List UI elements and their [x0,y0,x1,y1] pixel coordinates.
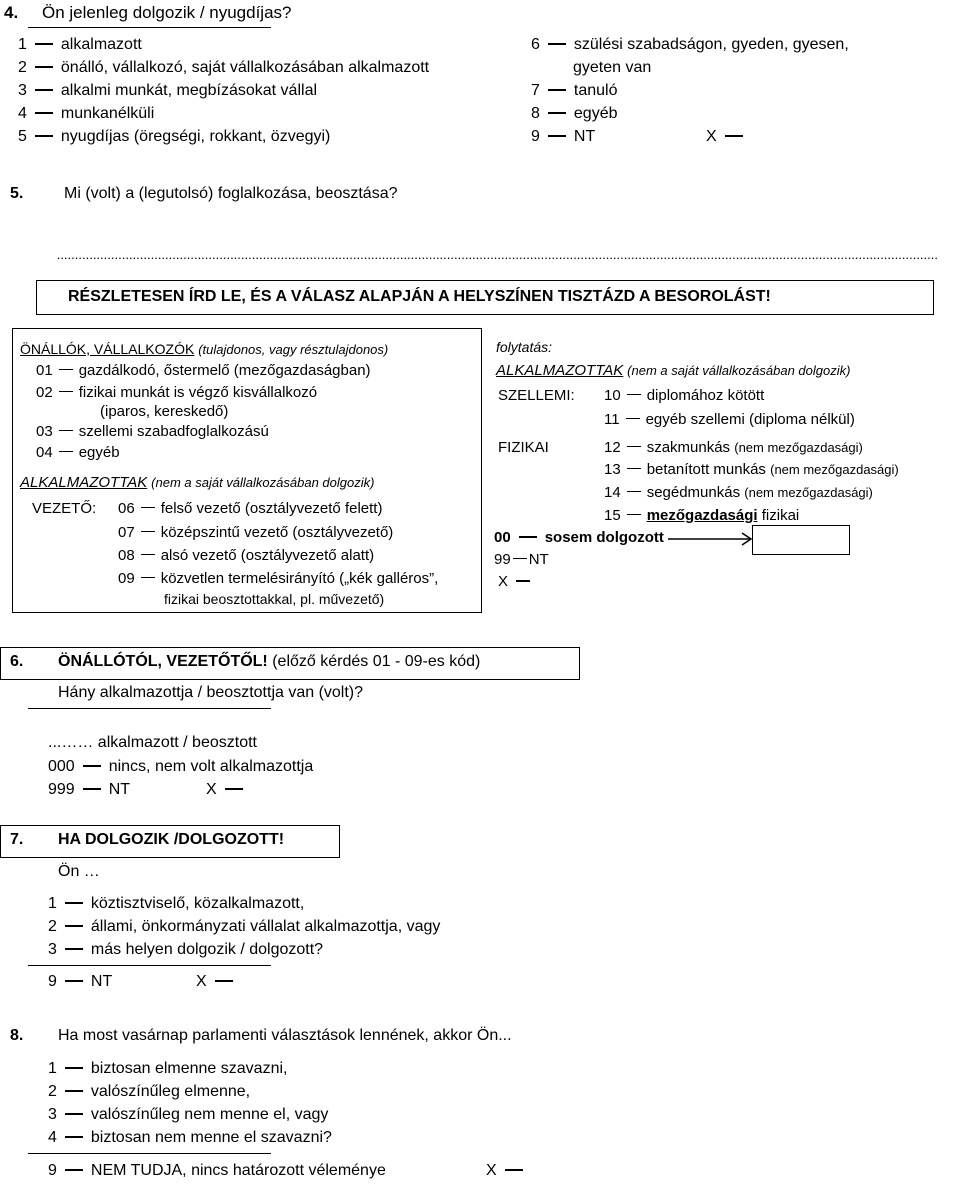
dash-icon [65,1090,83,1092]
option-label: egyéb [573,105,618,122]
dash-icon [725,135,743,137]
option-row[interactable] [18,82,317,100]
dash-icon [65,948,83,950]
x-mark[interactable]: X [498,573,538,590]
divider [28,965,271,966]
dash-icon [65,1136,83,1138]
dash-icon [627,491,641,492]
option-row[interactable] [531,82,618,100]
option-row[interactable] [18,36,142,54]
question-text: Hány alkalmazottja / beosztottja van (volt)? [58,684,364,701]
dash-icon [65,980,83,982]
code-label-cont: fizikai beosztottakkal, pl. művezető) [164,591,385,607]
code-row[interactable]: 12 szakmunkás (nem mezőgazdasági) [604,439,863,456]
code-label-cont: (iparos, kereskedő) [100,403,229,420]
dash-icon [59,430,73,431]
answer-line[interactable]: ...…… alkalmazott / beosztott [48,734,257,751]
divider [28,1153,271,1154]
dash-icon [59,451,73,452]
option-row[interactable] [18,59,429,77]
dash-icon [548,112,566,114]
code-row[interactable]: 10 diplomához kötött [604,387,765,404]
option-row[interactable]: 1 köztisztviselő, közalkalmazott, [48,895,305,912]
physical-label: FIZIKAI [498,439,549,456]
dash-icon [626,418,640,419]
option-code: 8 [531,105,540,122]
dash-icon [65,1067,83,1069]
dash-icon [627,468,641,469]
arrow-icon [668,530,754,548]
section-heading: ÖNÁLLÓK, VÁLLALKOZÓK (tulajdonos, vagy résztulajdonos) [20,341,389,357]
dash-icon [65,925,83,927]
continuation-label: folytatás: [496,339,553,355]
option-row[interactable]: 999 NT [48,781,131,798]
leader-label: VEZETŐ: [32,500,97,517]
option-row[interactable]: 9 NEM TUDJA, nincs határozott véleménye [48,1162,386,1179]
option-row[interactable] [531,105,618,123]
dash-icon [35,89,53,91]
x-mark[interactable]: X [196,973,241,991]
option-code: 4 [18,105,27,122]
option-label: szülési szabadságon, gyeden, gyesen, [573,36,849,53]
question-heading: ÖNÁLLÓTÓL, VEZETŐTŐL! (előző kérdés 01 - 09-es kód) [58,653,481,670]
code-row[interactable]: 03 szellemi szabadfoglalkozású [36,423,269,440]
dash-icon [65,902,83,904]
option-code: 5 [18,128,27,145]
question-number: 4. [4,3,19,22]
dash-icon [627,394,641,395]
dash-icon [65,1113,83,1115]
option-label: önálló, vállalkozó, saját vállalkozásában alkalmazott [60,59,430,76]
option-code: 6 [531,36,540,53]
option-code: 2 [18,59,27,76]
code-entry-box[interactable] [752,525,850,555]
intellectual-label: SZELLEMI: [498,387,575,404]
question-heading: HA DOLGOZIK /DOLGOZOTT! [58,831,285,848]
question-text: Mi (volt) a (legutolsó) foglalkozása, beosztása? [64,185,398,202]
option-row[interactable]: 000 nincs, nem volt alkalmazottja [48,758,314,775]
code-row[interactable]: 07 középszintű vezető (osztályvezető) [118,524,394,541]
option-label: alkalmi munkát, megbízásokat vállal [60,82,318,99]
question-number: 8. [10,1027,24,1044]
dash-icon [35,66,53,68]
option-label: nyugdíjas (öregségi, rokkant, özvegyi) [60,128,331,145]
dash-icon [141,507,155,508]
question-text: Ön … [58,863,100,880]
option-row[interactable]: 1 biztosan elmenne szavazni, [48,1060,288,1077]
option-row[interactable]: 2 valószínűleg elmenne, [48,1083,251,1100]
dash-icon [627,446,641,447]
x-mark[interactable]: X [486,1162,531,1180]
option-row[interactable]: 2 állami, önkormányzati vállalat alkalmazottja, vagy [48,918,441,935]
dash-icon [548,43,566,45]
code-row[interactable]: 14 segédmunkás (nem mezőgazdasági) [604,484,873,501]
question-number: 6. [10,653,24,670]
dash-icon [59,391,73,392]
option-label: alkalmazott [60,36,142,53]
option-row[interactable] [531,36,849,54]
divider [28,27,271,28]
section-heading: ALKALMAZOTTAK (nem a saját vállalkozásában dolgozik) [496,362,851,379]
code-row[interactable]: 13 betanított munkás (nem mezőgazdasági) [604,461,899,478]
code-row[interactable]: 11 egyéb szellemi (diploma nélkül) [604,411,855,428]
dash-icon [83,765,101,767]
option-row[interactable] [18,128,330,146]
option-row[interactable] [18,105,154,123]
option-code: 1 [18,36,27,53]
code-row[interactable]: 01 gazdálkodó, őstermelő (mezőgazdaságban) [36,362,371,379]
x-mark[interactable]: X [706,128,751,146]
dash-icon [627,514,641,515]
dash-icon [513,558,527,559]
dash-icon [141,531,155,532]
option-row[interactable]: 9 NT [48,973,113,990]
code-row[interactable]: 04 egyéb [36,444,120,461]
question-text: Ha most vasárnap parlamenti választások lennének, akkor Ön... [58,1027,512,1044]
option-row[interactable] [531,128,595,146]
code-row[interactable]: 08 alsó vezető (osztályvezető alatt) [118,547,375,564]
dash-icon [59,369,73,370]
dash-icon [516,580,530,582]
dash-icon [35,135,53,137]
dash-icon [215,980,233,982]
option-row[interactable]: 3 valószínűleg nem menne el, vagy [48,1106,329,1123]
code-row[interactable]: 09 közvetlen termelésirányító („kék galléros”, [118,570,439,587]
dash-icon [35,43,53,45]
option-label: NT [573,128,596,145]
question-number: 5. [10,185,24,202]
dash-icon [548,135,566,137]
dash-icon [548,89,566,91]
option-label: tanuló [573,82,618,99]
x-mark[interactable]: X [206,781,251,799]
dash-icon [519,536,537,538]
nt-row[interactable]: 99 NT [494,551,549,568]
instruction-text: RÉSZLETESEN ÍRD LE, ÉS A VÁLASZ ALAPJÁN A HELYSZÍNEN TISZTÁZD A BESOROLÁST! [68,288,771,305]
code-row[interactable]: 15 mezőgazdasági fizikai [604,507,800,524]
question-number: 7. [10,831,24,848]
code-row[interactable]: 02 fizikai munkát is végző kisvállalkozó [36,384,318,401]
answer-line[interactable]: .................................................................................................................................................................................................................................................... [56,247,938,262]
never-worked-row[interactable]: 00 sosem dolgozott [494,529,664,546]
dash-icon [65,1169,83,1171]
option-code: 3 [18,82,27,99]
question-text: Ön jelenleg dolgozik / nyugdíjas? [42,3,292,22]
dash-icon [225,788,243,790]
divider [28,708,271,709]
option-code: 7 [531,82,540,99]
dash-icon [35,112,53,114]
dash-icon [141,577,155,578]
option-code: 9 [531,128,540,145]
dash-icon [83,788,101,790]
dash-icon [505,1169,523,1171]
option-label: munkanélküli [60,105,155,122]
option-row[interactable]: 4 biztosan nem menne el szavazni? [48,1129,332,1146]
option-row[interactable]: 3 más helyen dolgozik / dolgozott? [48,941,324,958]
dash-icon [141,554,155,555]
option-label-cont: gyeten van [573,59,652,76]
code-row[interactable]: 06 felső vezető (osztályvezető felett) [118,500,383,517]
section-heading: ALKALMAZOTTAK (nem a saját vállalkozásában dolgozik) [20,474,375,491]
